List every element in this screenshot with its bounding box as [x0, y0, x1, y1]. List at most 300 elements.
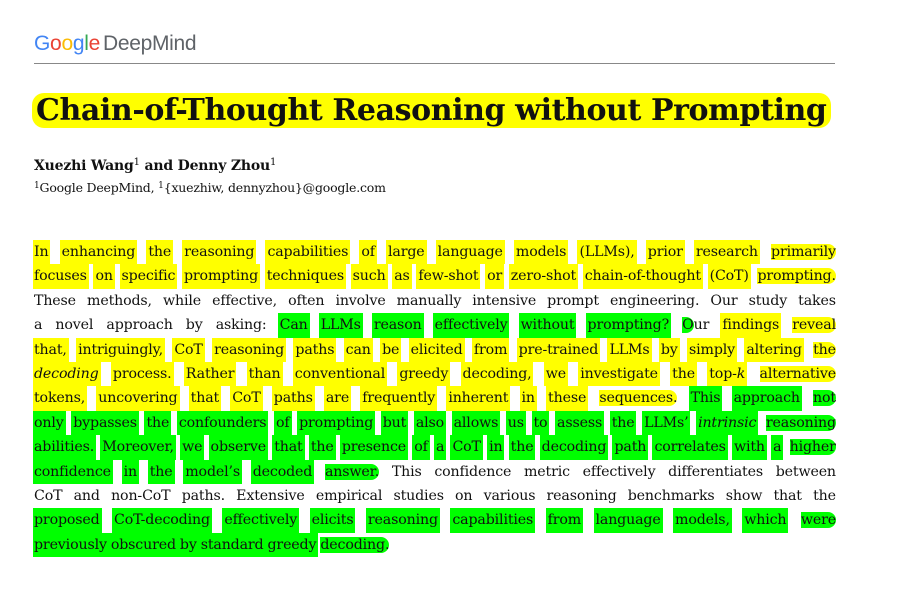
abstract-word: while: [163, 292, 202, 309]
abstract-token: [272, 386, 315, 410]
abstract-token: [210, 289, 279, 313]
abstract-token: [351, 264, 388, 288]
abstract-word: as: [394, 268, 410, 285]
abstract-word: the: [611, 414, 635, 431]
abstract-token: [230, 386, 262, 410]
abstract-token: [546, 508, 583, 532]
abstract-token: [532, 411, 550, 435]
abstract-word: LLMs’: [644, 414, 689, 431]
abstract-word: takes: [798, 292, 836, 309]
abstract-word: language: [595, 512, 661, 529]
abstract-word: k: [736, 365, 746, 382]
abstract-token: [309, 435, 336, 459]
abstract-word: show: [725, 487, 763, 504]
google-deepmind-logo: [34, 32, 196, 56]
abstract-token: [323, 460, 381, 484]
abstract-line: [34, 289, 836, 313]
logo-letter: l: [84, 32, 89, 55]
abstract-token: [297, 411, 375, 435]
author-name: Denny Zhou: [177, 158, 270, 174]
abstract-token: [514, 240, 568, 264]
abstract-word: such: [352, 268, 386, 285]
abstract-token: [33, 362, 101, 386]
abstract-token: [607, 338, 651, 362]
abstract-word: Our: [710, 292, 738, 309]
abstract-token: [109, 533, 178, 557]
abstract-word: simply: [689, 341, 736, 358]
abstract-word: few-shot: [418, 268, 479, 285]
abstract-word: capabilities: [452, 512, 534, 529]
abstract-token: [472, 338, 509, 362]
abstract-word: decoding: [34, 365, 99, 382]
abstract-word: that: [773, 487, 802, 504]
abstract-word: obscured: [110, 536, 176, 553]
abstract-word: not: [813, 390, 836, 407]
abstract-word: elicited: [410, 341, 463, 358]
abstract-token: [694, 240, 760, 264]
affiliation-mark: 1: [158, 181, 164, 191]
abstract-word: chain-of-thought: [584, 268, 701, 285]
abstract-word: focuses: [34, 268, 87, 285]
abstract-token: [33, 338, 69, 362]
abstract-word: study: [748, 292, 788, 309]
abstract-word: engineering.: [609, 292, 700, 309]
abstract-token: [412, 435, 430, 459]
abstract-word: on: [95, 268, 113, 285]
abstract-word: paths: [295, 341, 335, 358]
abstract-word: studies: [393, 487, 444, 504]
abstract-word: methods,: [87, 292, 152, 309]
abstract-token: [666, 460, 765, 484]
abstract-word: effectively: [224, 512, 298, 529]
abstract-word: only: [34, 414, 64, 431]
logo-deepmind-text: DeepMind: [102, 32, 197, 55]
abstract-word: reasoning: [546, 487, 617, 504]
abstract-token: [182, 240, 256, 264]
abstract-word: manually: [396, 292, 462, 309]
abstract-token: [680, 313, 711, 337]
abstract-token: [392, 264, 411, 288]
abstract-token: [360, 386, 437, 410]
abstract-word: inherent: [448, 390, 509, 407]
abstract-token: [446, 386, 510, 410]
abstract-word: were: [800, 512, 836, 529]
abstract-token: [436, 240, 505, 264]
abstract-token: [546, 386, 588, 410]
abstract-word: CoT: [452, 439, 481, 456]
abstract-word: on: [455, 487, 473, 504]
author-affiliation-mark: 1: [133, 157, 140, 168]
abstract-word: zero-shot: [510, 268, 577, 285]
abstract-token: [183, 460, 242, 484]
abstract-token: [109, 484, 172, 508]
abstract-word: intrinsic: [698, 414, 757, 431]
abstract-token: [184, 362, 237, 386]
abstract-word: with: [733, 439, 765, 456]
abstract-word: primarily: [771, 244, 836, 260]
abstract-word: reasoning: [184, 244, 255, 260]
abstract-token: [433, 313, 510, 337]
paper-title-text: Chain-of-Thought Reasoning without Prompting: [32, 93, 831, 128]
abstract-token: [586, 313, 672, 337]
abstract-token: [340, 435, 408, 459]
abstract-token: [209, 435, 268, 459]
author-name: Xuezhi Wang: [34, 158, 134, 174]
abstract-word: asking:: [215, 317, 267, 334]
abstract-word: process.: [112, 365, 172, 382]
abstract-token: [111, 362, 174, 386]
abstract-word: and: [73, 487, 100, 504]
abstract-token: [708, 264, 751, 288]
abstract-token: [177, 411, 269, 435]
abstract-token: [381, 411, 408, 435]
abstract-token: [112, 508, 212, 532]
abstract-token: [544, 362, 568, 386]
abstract-word: uncovering: [98, 390, 178, 407]
abstract: [34, 240, 836, 557]
abstract-token: [747, 289, 789, 313]
abstract-word: capabilities: [267, 244, 349, 260]
abstract-token: [76, 338, 165, 362]
abstract-word: allows: [453, 414, 499, 431]
abstract-word: confounders: [178, 414, 267, 431]
abstract-word: tokens,: [34, 390, 86, 407]
abstract-token: [724, 484, 765, 508]
abstract-token: [577, 240, 636, 264]
abstract-token: [581, 460, 658, 484]
abstract-word: are: [325, 390, 350, 407]
abstract-token: [272, 435, 304, 459]
abstract-word: specific: [121, 268, 176, 285]
abstract-token: [395, 289, 464, 313]
abstract-token: [771, 435, 783, 459]
abstract-word: CoT: [174, 341, 203, 358]
abstract-word: intensive: [472, 292, 537, 309]
abstract-token: [314, 484, 384, 508]
logo-letter: o: [50, 32, 62, 55]
abstract-word: the: [813, 487, 836, 504]
abstract-word: top-: [709, 365, 737, 382]
abstract-token: [72, 484, 102, 508]
abstract-token: [790, 313, 840, 337]
abstract-word: path: [614, 439, 647, 456]
abstract-token: [461, 362, 534, 386]
abstract-word: paths: [273, 390, 313, 407]
abstract-token: [391, 484, 445, 508]
abstract-line: [34, 264, 836, 288]
abstract-word: greedy: [267, 536, 317, 553]
abstract-token: [452, 411, 501, 435]
abstract-word: greedy: [399, 365, 449, 382]
abstract-word: These: [34, 292, 76, 309]
abstract-token: [71, 411, 139, 435]
abstract-token: [646, 240, 685, 264]
abstract-word: various: [483, 487, 536, 504]
abstract-token: [100, 435, 176, 459]
abstract-token: [555, 411, 604, 435]
abstract-word: that: [274, 439, 303, 456]
abstract-token: [612, 435, 648, 459]
abstract-word: decoded: [252, 463, 313, 480]
abstract-word: (LLMs),: [579, 244, 635, 260]
abstract-word: also: [415, 414, 445, 431]
abstract-token: [610, 411, 637, 435]
abstract-token: [33, 460, 113, 484]
abstract-word: without: [520, 317, 575, 334]
abstract-word: to: [533, 414, 548, 431]
abstract-token: [53, 313, 95, 337]
abstract-word: LLMs: [320, 317, 361, 334]
abstract-token: [811, 386, 840, 410]
abstract-word: pre-trained: [518, 341, 599, 358]
abstract-word: a: [773, 439, 782, 456]
abstract-token: [189, 386, 221, 410]
abstract-token: [742, 508, 788, 532]
abstract-word: presence: [341, 439, 407, 456]
logo-letter: G: [34, 32, 51, 55]
abstract-token: [732, 386, 802, 410]
abstract-token: [517, 338, 601, 362]
abstract-token: [293, 338, 336, 362]
abstract-word: which: [744, 512, 787, 529]
abstract-token: [33, 508, 102, 532]
abstract-token: [144, 411, 171, 435]
abstract-token: [318, 533, 393, 557]
abstract-word: intriguingly,: [78, 341, 163, 358]
abstract-word: we: [545, 365, 567, 382]
abstract-token: [642, 411, 690, 435]
abstract-token: [33, 240, 50, 264]
abstract-word: by: [185, 317, 203, 334]
abstract-word: effectively: [582, 463, 656, 480]
abstract-word: large: [388, 244, 425, 260]
abstract-word: non-CoT: [111, 487, 171, 504]
abstract-word: reasoning: [765, 414, 836, 431]
abstract-token: [33, 313, 44, 337]
abstract-word: confidence: [434, 463, 512, 480]
abstract-word: decoding.: [320, 536, 390, 553]
abstract-word: approach: [733, 390, 800, 407]
abstract-word: reason: [373, 317, 422, 334]
abstract-token: [214, 313, 269, 337]
abstract-token: [93, 264, 114, 288]
abstract-token: [178, 533, 199, 557]
abstract-line: [34, 460, 836, 484]
abstract-word: observe: [210, 439, 266, 456]
abstract-token: [434, 435, 446, 459]
abstract-token: [274, 411, 292, 435]
abstract-word: research: [695, 244, 758, 260]
abstract-token: [578, 362, 660, 386]
author-list: [34, 157, 276, 174]
abstract-word: in: [123, 463, 137, 480]
abstract-token: [148, 460, 175, 484]
abstract-word: empirical: [315, 487, 383, 504]
logo-letter: o: [61, 32, 73, 55]
abstract-token: [540, 435, 609, 459]
abstract-token: [774, 460, 840, 484]
abstract-token: [482, 484, 538, 508]
affiliation-mark: 1: [34, 181, 40, 191]
abstract-token: [33, 386, 87, 410]
abstract-word: Rather: [185, 365, 235, 382]
abstract-token: [758, 362, 840, 386]
abstract-word: that: [190, 390, 220, 407]
affiliation-line: [34, 180, 386, 195]
abstract-word: elicits: [311, 512, 354, 529]
abstract-token: [799, 508, 840, 532]
abstract-word: benchmarks: [627, 487, 715, 504]
abstract-token: [212, 338, 286, 362]
abstract-line: [34, 240, 836, 264]
abstract-token: [414, 411, 446, 435]
abstract-line: [34, 508, 836, 532]
abstract-word: often: [288, 292, 325, 309]
abstract-word: enhancing: [61, 244, 136, 260]
affiliation-org: Google DeepMind,: [39, 180, 155, 195]
abstract-word: approach: [106, 317, 173, 334]
abstract-word: paths.: [181, 487, 225, 504]
paper-title: [32, 91, 831, 131]
abstract-token: [659, 338, 680, 362]
abstract-token: [390, 460, 424, 484]
abstract-word: decoding: [541, 439, 607, 456]
abstract-token: [265, 240, 350, 264]
abstract-word: a: [435, 439, 445, 456]
abstract-line: [34, 533, 836, 557]
abstract-token: [366, 508, 440, 532]
abstract-word: Moreover,: [102, 439, 174, 456]
abstract-token: [182, 264, 260, 288]
abstract-token: [470, 289, 538, 313]
abstract-token: [161, 289, 203, 313]
abstract-token: [234, 484, 306, 508]
abstract-token: [545, 289, 601, 313]
abstract-token: [608, 289, 701, 313]
abstract-token: [708, 289, 739, 313]
abstract-token: [416, 264, 480, 288]
author-affiliation-mark: 1: [269, 157, 277, 168]
abstract-word: models,: [675, 512, 730, 529]
abstract-word: O: [682, 317, 694, 334]
abstract-word: novel: [55, 317, 94, 334]
abstract-token: [397, 362, 450, 386]
abstract-token: [769, 240, 840, 264]
abstract-word: This: [391, 463, 422, 480]
abstract-word: ur: [693, 317, 710, 334]
abstract-token: [811, 338, 840, 362]
abstract-word: correlates: [654, 439, 726, 456]
abstract-word: the: [149, 463, 173, 480]
logo-letter: e: [88, 32, 100, 55]
logo-letter: g: [72, 32, 85, 55]
abstract-word: be: [382, 341, 400, 358]
abstract-token: [184, 313, 205, 337]
abstract-word: we: [182, 439, 203, 456]
abstract-word: reasoning: [367, 512, 438, 529]
abstract-word: Extensive: [236, 487, 305, 504]
header-divider: [34, 63, 835, 64]
abstract-token: [386, 240, 427, 264]
abstract-token: [293, 362, 387, 386]
abstract-token: [60, 240, 138, 264]
abstract-word: that,: [34, 341, 67, 358]
abstract-line: [34, 484, 836, 508]
abstract-word: prompting.: [757, 268, 836, 285]
abstract-token: [687, 338, 737, 362]
abstract-word: metric: [523, 463, 570, 480]
abstract-word: CoT: [34, 487, 63, 504]
abstract-word: effectively: [434, 317, 508, 334]
abstract-token: [344, 338, 373, 362]
abstract-word: prompting?: [587, 317, 670, 334]
abstract-token: [409, 338, 465, 362]
abstract-line: [34, 411, 836, 435]
abstract-word: confidence: [34, 463, 111, 480]
abstract-token: [319, 313, 363, 337]
abstract-word: but: [382, 414, 407, 431]
abstract-word: the: [510, 439, 534, 456]
abstract-token: [359, 240, 377, 264]
abstract-token: [372, 313, 424, 337]
abstract-token: [180, 435, 204, 459]
abstract-word: In: [34, 244, 49, 260]
abstract-token: [487, 435, 504, 459]
abstract-word: the: [813, 341, 836, 358]
abstract-word: differentiates: [668, 463, 763, 480]
abstract-token: [485, 264, 504, 288]
abstract-token: [85, 289, 154, 313]
abstract-token: [310, 508, 356, 532]
abstract-word: by: [179, 536, 197, 553]
abstract-word: bypasses: [73, 414, 137, 431]
abstract-token: [594, 508, 663, 532]
abstract-token: [266, 533, 319, 557]
abstract-word: proposed: [34, 512, 100, 529]
abstract-word: This: [690, 390, 721, 407]
author-conjunction: and: [144, 158, 173, 174]
abstract-word: by: [660, 341, 678, 358]
abstract-word: investigate: [580, 365, 658, 382]
abstract-token: [744, 338, 803, 362]
abstract-token: [545, 484, 619, 508]
abstract-token: [222, 508, 299, 532]
abstract-word: conventional: [294, 365, 386, 382]
abstract-token: [432, 460, 513, 484]
abstract-word: prompting: [299, 414, 374, 431]
affiliation-email: {xuezhiw, dennyzhou}@google.com: [163, 180, 386, 195]
abstract-word: between: [775, 463, 836, 480]
abstract-token: [453, 484, 474, 508]
abstract-word: us: [507, 414, 524, 431]
abstract-token: [520, 386, 537, 410]
abstract-line: [34, 362, 836, 386]
abstract-token: [670, 362, 697, 386]
abstract-word: reasoning: [214, 341, 285, 358]
abstract-word: previously: [34, 536, 107, 553]
abstract-token: [696, 411, 758, 435]
abstract-token: [122, 460, 139, 484]
abstract-token: [324, 386, 351, 410]
abstract-token: [509, 435, 536, 459]
abstract-word: higher: [789, 439, 836, 456]
abstract-word: these: [548, 390, 587, 407]
abstract-word: involve: [335, 292, 386, 309]
abstract-token: [509, 264, 578, 288]
abstract-token: [755, 264, 839, 288]
abstract-word: of: [276, 414, 290, 431]
abstract-token: [764, 411, 840, 435]
